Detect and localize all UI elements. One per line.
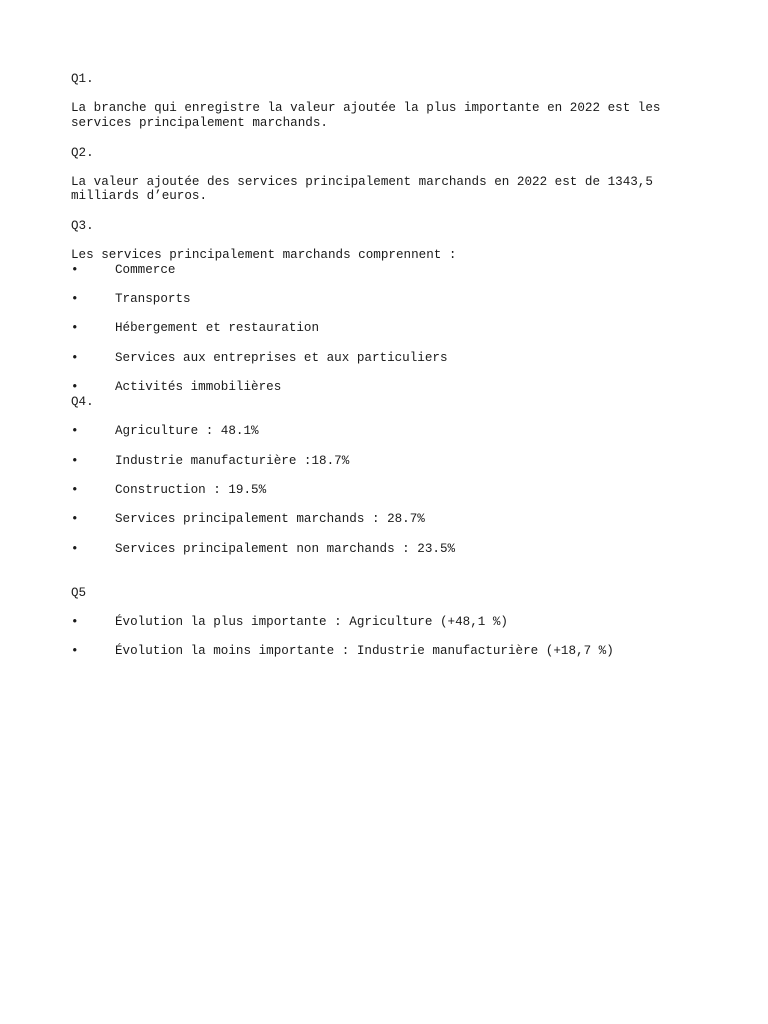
bullet-icon: • (71, 263, 79, 277)
q1-answer-line-2: services principalement marchands. (71, 116, 328, 130)
q1-heading: Q1. (71, 72, 94, 86)
q2-answer-line-1: La valeur ajoutée des services principalement marchands en 2022 est de 1343,5 (71, 175, 653, 189)
bullet-icon: • (71, 512, 79, 526)
q4-item-text: Agriculture : 48.1% (115, 424, 259, 438)
q5-list-item (71, 644, 614, 702)
q3-heading: Q3. (71, 219, 94, 233)
bullet-icon: • (71, 615, 79, 629)
q5-heading: Q5 (71, 586, 87, 600)
q2-heading: Q2. (71, 146, 94, 160)
q1-answer-line-1: La branche qui enregistre la valeur ajoutée la plus importante en 2022 est les (71, 101, 661, 115)
bullet-icon: • (71, 292, 79, 306)
bullet-icon: • (71, 542, 79, 556)
q4-item-text: Services principalement non marchands : 23.5% (115, 542, 456, 556)
bullet-icon: • (71, 351, 79, 365)
q3-item-text: Activités immobilières (115, 380, 282, 394)
bullet-icon: • (71, 483, 79, 497)
q4-item-text: Services principalement marchands : 28.7% (115, 512, 425, 526)
q3-item-text: Hébergement et restauration (115, 321, 320, 335)
q3-item-text: Services aux entreprises et aux particuliers (115, 351, 448, 365)
q5-item-text: Évolution la moins importante : Industrie manufacturière (+18,7 %) (115, 644, 614, 658)
q3-item-text: Transports (115, 292, 191, 306)
bullet-icon: • (71, 380, 79, 394)
q3-intro: Les services principalement marchands comprennent : (71, 248, 457, 262)
q5-item-text: Évolution la plus importante : Agriculture (+48,1 %) (115, 615, 508, 629)
q3-item-text: Commerce (115, 263, 176, 277)
bullet-icon: • (71, 454, 79, 468)
bullet-icon: • (71, 644, 79, 658)
q4-heading: Q4. (71, 395, 94, 409)
q4-item-text: Construction : 19.5% (115, 483, 267, 497)
bullet-icon: • (71, 321, 79, 335)
q2-answer-line-2: milliards d’euros. (71, 189, 208, 203)
bullet-icon: • (71, 424, 79, 438)
q4-item-text: Industrie manufacturière :18.7% (115, 454, 350, 468)
